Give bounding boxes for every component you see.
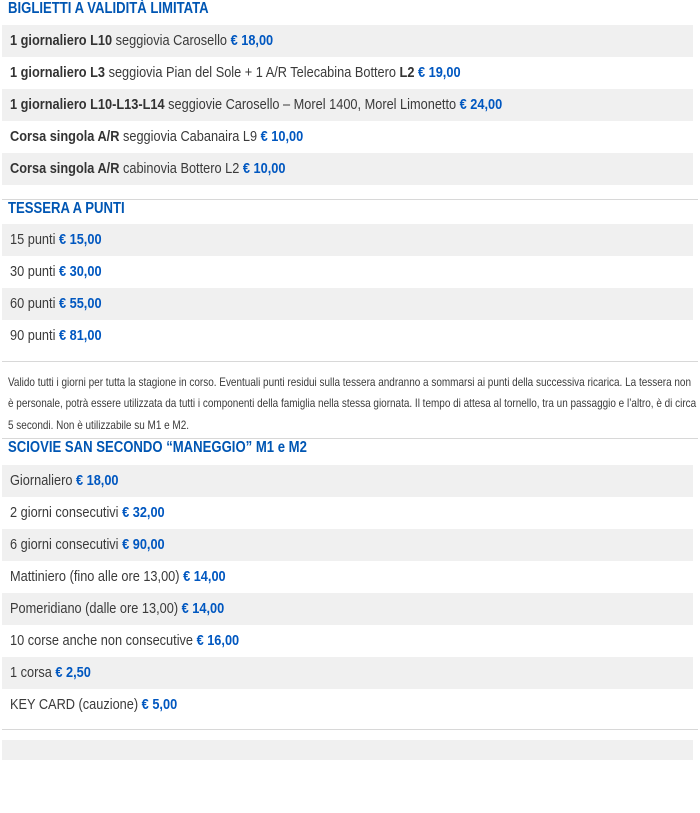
price-value: € 10,00 <box>260 129 304 145</box>
price-row <box>2 224 693 256</box>
price-value: € 18,00 <box>75 473 119 490</box>
row-label: 1 corsa <box>10 665 52 682</box>
row-label: seggiovia Pian del Sole + 1 A/R Telecabina Bottero <box>108 65 396 81</box>
price-value: € 15,00 <box>58 232 102 248</box>
row-label: seggiovia Carosello <box>115 33 228 49</box>
price-list <box>2 224 693 352</box>
price-row-text <box>10 633 239 649</box>
price-row <box>2 593 693 625</box>
price-row-text <box>10 129 303 145</box>
section-points-card <box>0 200 700 439</box>
row-label-bold: L2 <box>399 65 415 81</box>
row-label: 6 giorni consecutivi <box>10 537 119 554</box>
price-row-text <box>10 665 91 681</box>
price-row-text <box>10 161 285 177</box>
row-label-bold: Corsa singola A/R <box>10 129 120 145</box>
price-value: € 24,00 <box>459 97 503 113</box>
row-label: seggiovia Cabanaira L9 <box>122 129 258 145</box>
price-row-text <box>10 65 461 81</box>
price-list <box>2 25 693 185</box>
row-label: cabinovia Bottero L2 <box>122 161 240 177</box>
price-row <box>2 25 693 57</box>
row-label: 30 punti <box>10 264 56 280</box>
row-label: KEY CARD (cauzione) <box>10 697 139 714</box>
section-divider <box>2 361 698 362</box>
price-row-text <box>10 97 502 113</box>
row-label-bold: 1 giornaliero L3 <box>10 65 106 81</box>
price-row-text <box>10 33 273 49</box>
price-row-text <box>10 232 102 248</box>
price-row-text <box>10 505 165 521</box>
section-title: SCIOVIE SAN SECONDO “MANEGGIO” M1 e M2 <box>8 439 307 457</box>
price-value: € 19,00 <box>417 65 461 81</box>
row-label: 15 punti <box>10 232 56 248</box>
price-row <box>2 497 693 529</box>
price-row <box>2 625 693 657</box>
price-row <box>2 689 693 721</box>
row-label: Mattiniero (fino alle ore 13,00) <box>10 569 180 586</box>
price-list <box>2 465 693 721</box>
price-row-text <box>10 537 165 553</box>
price-value: € 81,00 <box>58 328 102 344</box>
price-row <box>2 529 693 561</box>
section-title: TESSERA A PUNTI <box>8 200 125 217</box>
price-row <box>2 657 693 689</box>
price-row-text <box>10 296 102 312</box>
section-sciovie-san-secondo <box>0 439 700 730</box>
price-row <box>2 288 693 320</box>
price-row-text <box>10 601 224 617</box>
section-title: BIGLIETTI A VALIDITÀ LIMITATA <box>8 0 209 17</box>
row-label: seggiovie Carosello – Morel 1400, Morel Limonetto <box>168 97 457 113</box>
price-row <box>2 89 693 121</box>
price-value: € 18,00 <box>230 33 274 49</box>
price-value: € 2,50 <box>55 665 91 682</box>
row-label: 60 punti <box>10 296 56 312</box>
row-label: 2 giorni consecutivi <box>10 505 119 522</box>
price-value: € 55,00 <box>58 296 102 312</box>
price-row <box>2 153 693 185</box>
price-row <box>2 320 693 352</box>
price-value: € 32,00 <box>122 505 165 522</box>
section-divider <box>2 729 698 730</box>
price-value: € 16,00 <box>196 633 240 650</box>
price-value: € 90,00 <box>122 537 165 554</box>
price-row <box>2 121 693 153</box>
price-row-text <box>10 328 102 344</box>
section-limited-validity-tickets <box>0 0 700 200</box>
price-row <box>2 57 693 89</box>
price-row-text <box>10 697 177 713</box>
points-card-note: Valido tutti i giorni per tutta la stagione in corso. Eventuali punti residui sulla tessera andranno a sommarsi ai punti della successiva ricarica. La tessera non è personale, potrà essere utilizzata da tutti i componenti della famiglia nella stessa giornata. Il tempo di attesa al tornello, tra un passaggio e l’altro, è di circa 5 secondi. Non è utilizzabile su M1 e M2. <box>8 375 697 432</box>
cut-off-price-row <box>2 740 693 760</box>
price-value: € 30,00 <box>58 264 102 280</box>
price-row <box>2 256 693 288</box>
price-value: € 14,00 <box>183 569 226 586</box>
price-row <box>2 561 693 593</box>
row-label: Pomeridiano (dalle ore 13,00) <box>10 601 179 618</box>
row-label: Giornaliero <box>10 473 73 490</box>
price-row-text <box>10 569 226 585</box>
row-label: 10 corse anche non consecutive <box>10 633 194 650</box>
row-label: 90 punti <box>10 328 56 344</box>
price-value: € 5,00 <box>141 697 178 714</box>
row-label-bold: 1 giornaliero L10-L13-L14 <box>10 97 165 113</box>
price-row-text <box>10 473 119 489</box>
row-label-bold: Corsa singola A/R <box>10 161 120 177</box>
price-value: € 10,00 <box>242 161 286 177</box>
price-row-text <box>10 264 102 280</box>
price-value: € 14,00 <box>181 601 225 618</box>
row-label-bold: 1 giornaliero L10 <box>10 33 113 49</box>
price-row <box>2 465 693 497</box>
